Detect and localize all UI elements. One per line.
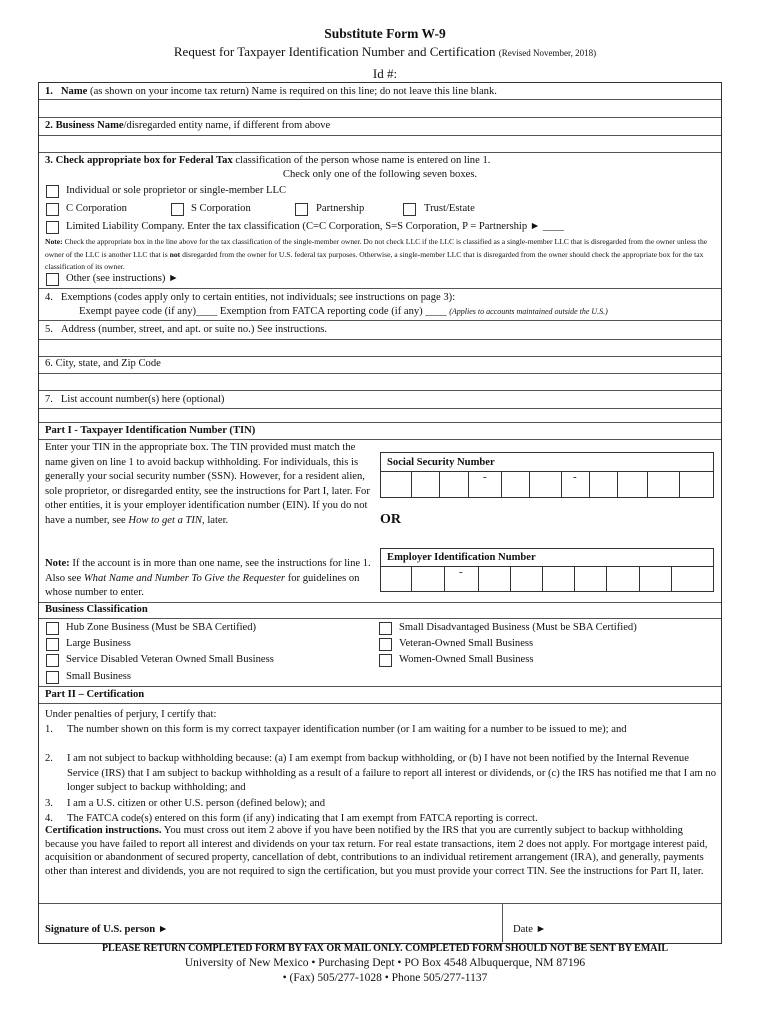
ein-cell <box>606 566 607 591</box>
ssn-cell <box>411 471 412 497</box>
id-label: Id #: <box>372 66 398 81</box>
ssn-cell <box>501 471 502 497</box>
ssn-cell <box>589 471 590 497</box>
line4-sub: Exempt payee code (if any)____ Exemption from FATCA reporting code (if any) ____ (Applies to accounts maintained outside the U.S.) <box>79 306 608 317</box>
ssn-label: Social Security Number <box>387 457 495 468</box>
ein-cell <box>574 566 575 591</box>
line4-label: 4. Exemptions (codes apply only to certain entities, not individuals; see instructions on page 3): <box>45 292 456 303</box>
business-name-field[interactable] <box>41 136 719 152</box>
cert-instructions: Certification instructions. You must cross out item 2 above if you have been notified by the IRS that you are currently subject to backup withholding because you have failed to report all interest and dividends on your tax return. For real estate transactions, item 2 does not apply. For mortgage interest paid, acquisition or abandonment of secured property, cancellation of debt, contributions to an individual retirement arrangement (IRA), and generally, payments other than interest and dividends, you are not required to sign the certification, but you must provide your correct TIN. See the instructions for Part II, later. <box>45 825 708 877</box>
ein-label: Employer Identification Number <box>387 552 536 563</box>
llc-label: Limited Liability Company. Enter the tax classification (C=C Corporation, S=S Corporation, P = Partnership ► ____ <box>66 221 565 232</box>
ssn-box <box>380 452 714 498</box>
small-business-checkbox[interactable] <box>46 671 59 684</box>
veteran-owned-label: Veteran-Owned Small Business <box>399 638 534 649</box>
s-corp-checkbox[interactable] <box>171 203 184 216</box>
large-business-checkbox[interactable] <box>46 638 59 651</box>
date-label: Date ► <box>513 924 547 935</box>
divider <box>39 117 721 118</box>
address-field[interactable] <box>41 340 719 356</box>
partnership-checkbox[interactable] <box>295 203 308 216</box>
divider <box>39 439 721 440</box>
line2-label: 2. Business Name/disregarded entity name, if different from above <box>45 120 331 131</box>
ssn-dash: - <box>483 471 487 483</box>
cert-item-4: The FATCA code(s) entered on this form (if any) indicating that I am exempt from FATCA reporting is correct. <box>67 813 538 824</box>
cert-item-2: I am not subject to backup withholding because: (a) I am exempt from backup withholding, or (b) I have not been notified by the Internal Revenue Service (IRS) that I am subject to backup withholding as a result of a failure to report all interest or dividends, or (c) the IRS has notified me that I am no longer subject to backup withholding; and <box>67 753 716 794</box>
ein-cell <box>639 566 640 591</box>
other-checkbox[interactable] <box>46 273 59 286</box>
small-business-label: Small Business <box>66 671 132 682</box>
line6-label: 6. City, state, and Zip Code <box>45 358 161 369</box>
part1-title: Part I - Taxpayer Identification Number (TIN) <box>45 425 256 436</box>
divider <box>39 703 721 704</box>
hub-zone-label: Hub Zone Business (Must be SBA Certified) <box>66 622 257 633</box>
city-field[interactable] <box>41 374 719 390</box>
ein-cell <box>411 566 412 591</box>
individual-checkbox[interactable] <box>46 185 59 198</box>
s-corp-label: S Corporation <box>191 203 251 214</box>
line1-label: 1. Name (as shown on your income tax return) Name is required on this line; do not leave this line blank. <box>45 86 497 97</box>
business-title: Business Classification <box>45 604 148 615</box>
ssn-cell <box>439 471 440 497</box>
part2-intro: Under penalties of perjury, I certify that: <box>45 709 217 720</box>
cert-item-num: 3. <box>45 798 53 809</box>
small-disadvantaged-checkbox[interactable] <box>379 622 392 635</box>
form-subtitle <box>0 44 770 60</box>
ssn-cell <box>561 471 562 497</box>
women-owned-label: Women-Owned Small Business <box>399 654 534 665</box>
divider <box>39 390 721 391</box>
trust-checkbox[interactable] <box>403 203 416 216</box>
ein-cell <box>671 566 672 591</box>
ein-cell <box>444 566 445 591</box>
ssn-cell <box>529 471 530 497</box>
sdvosb-label: Service Disabled Veteran Owned Small Business <box>66 654 274 665</box>
signature-label: Signature of U.S. person ► <box>45 924 169 935</box>
ssn-dash: - <box>573 471 577 483</box>
ssn-digits[interactable] <box>381 471 713 497</box>
large-business-label: Large Business <box>66 638 131 649</box>
trust-label: Trust/Estate <box>424 203 475 214</box>
ein-box <box>380 548 714 592</box>
line3-note: Note: Check the appropriate box in the line above for the tax classification of the single-member owner. Do not check LLC if the LLC is classified as a single-member LLC that is disregarded from the owner unless the owner of the LLC is another LLC that is not disregarded from the owner for U.S. federal tax purposes. Otherwise, a single-member LLC that is disregarded from the owner should check the appropriate box for the tax classification of its owner. <box>45 237 708 271</box>
ssn-cell <box>617 471 618 497</box>
c-corp-label: C Corporation <box>66 203 127 214</box>
divider <box>39 152 721 153</box>
divider <box>39 422 721 423</box>
individual-label: Individual or sole proprietor or single-member LLC <box>66 185 287 196</box>
ein-digits[interactable] <box>381 566 713 591</box>
cert-item-num: 2. <box>45 753 53 764</box>
subtitle-text: Request for Taxpayer Identification Number and Certification <box>173 44 496 59</box>
form-title: Substitute Form W-9 <box>324 26 446 41</box>
ein-cell <box>478 566 479 591</box>
line3-sub: Check only one of the following seven boxes. <box>282 169 478 180</box>
divider <box>39 686 721 687</box>
ein-dash: - <box>459 566 463 578</box>
women-owned-checkbox[interactable] <box>379 654 392 667</box>
c-corp-checkbox[interactable] <box>46 203 59 216</box>
other-label: Other (see instructions) ► <box>66 273 179 284</box>
footer-contact: • (Fax) 505/277-1028 • Phone 505/277-1137 <box>282 972 488 984</box>
ssn-cell <box>679 471 680 497</box>
ssn-cell <box>468 471 469 497</box>
veteran-owned-checkbox[interactable] <box>379 638 392 651</box>
ssn-cell <box>647 471 648 497</box>
line5-label: 5. Address (number, street, and apt. or suite no.) See instructions. <box>45 324 328 335</box>
ein-cell <box>542 566 543 591</box>
cert-item-num: 1. <box>45 724 53 735</box>
line7-label: 7. List account number(s) here (optional) <box>45 394 225 405</box>
w9-form <box>38 82 722 944</box>
llc-checkbox[interactable] <box>46 221 59 234</box>
divider <box>39 320 721 321</box>
cert-item-1: The number shown on this form is my correct taxpayer identification number (or I am waiting for a number to be issued to me); and <box>67 724 627 735</box>
footer-return-notice: PLEASE RETURN COMPLETED FORM BY FAX OR MAIL ONLY. COMPLETED FORM SHOULD NOT BE SENT BY EMAIL <box>101 943 669 954</box>
cert-item-3: I am a U.S. citizen or other U.S. person (defined below); and <box>67 798 326 809</box>
name-field[interactable] <box>41 100 719 117</box>
small-disadvantaged-label: Small Disadvantaged Business (Must be SBA Certified) <box>399 622 637 633</box>
line3-label: 3. Check appropriate box for Federal Tax classification of the person whose name is entered on line 1. <box>45 155 491 166</box>
revised-date: (Revised November, 2018) <box>498 48 597 58</box>
sdvosb-checkbox[interactable] <box>46 654 59 667</box>
partnership-label: Partnership <box>316 203 365 214</box>
divider <box>39 618 721 619</box>
ein-cell <box>510 566 511 591</box>
or-label: OR <box>380 512 401 527</box>
divider <box>39 288 721 289</box>
cert-item-num: 4. <box>45 813 53 824</box>
footer-address: University of New Mexico • Purchasing Dept • PO Box 4548 Albuquerque, NM 87196 <box>184 957 586 969</box>
part1-instructions: Enter your TIN in the appropriate box. The TIN provided must match the name given on line 1 to avoid backup withholding. For individuals, this is generally your social security number (SSN). However, for a resident alien, sole proprietor, or disregarded entity, see the instructions for Part I, later. For other entities, it is your employer identification number (EIN). If you do not have a number, see How to get a TIN, later. <box>45 442 370 526</box>
hub-zone-checkbox[interactable] <box>46 622 59 635</box>
part2-title: Part II – Certification <box>45 689 145 700</box>
part1-note: Note: If the account is in more than one name, see the instructions for line 1. Also see What Name and Number To Give the Requester for guidelines on whose number to enter. <box>45 558 371 599</box>
